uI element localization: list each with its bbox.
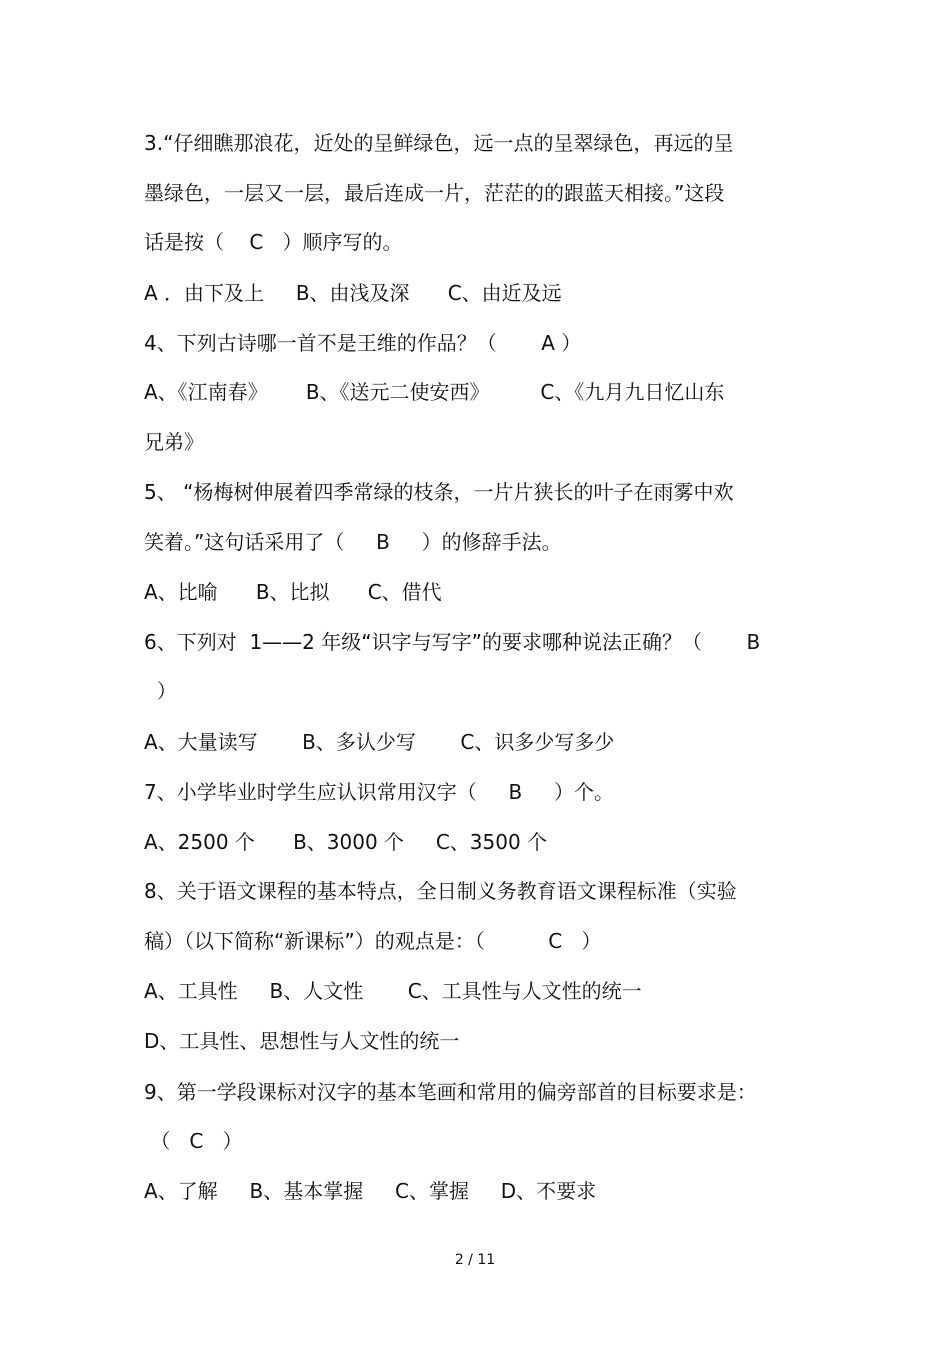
question-3-options: A ．由下及上 B、由浅及深 C、由近及远 [144, 281, 562, 305]
page-number: 2 / 11 [454, 1252, 496, 1268]
question-3-stem-line-3: 话是按（ C ）顺序写的。 [144, 230, 403, 254]
question-5-options: A、比喻 B、比拟 C、借代 [144, 580, 442, 604]
question-9-stem-line-1: 9、第一学段课标对汉字的基本笔画和常用的偏旁部首的目标要求是： [144, 1080, 757, 1104]
question-7-options: A、2500 个 B、3000 个 C、3500 个 [144, 830, 548, 854]
question-6-options: A、大量读写 B、多认少写 C、识多少写多少 [144, 730, 615, 754]
question-8-options-line-2: D、工具性、思想性与人文性的统一 [144, 1029, 460, 1053]
question-3-stem-line-2: 墨绿色，一层又一层，最后连成一片，茫茫的的跟蓝天相接。”这段 [144, 181, 725, 205]
question-6-stem-line-1: 6、下列对 1——2 年级“识字与写字”的要求哪种说法正确？（ B [144, 630, 761, 654]
question-9-stem-line-2: （ C ） [144, 1129, 243, 1153]
question-5-stem-line-2: 笑着。”这句话采用了（ B ）的修辞手法。 [144, 530, 562, 554]
question-6-stem-line-2: ） [144, 679, 177, 703]
question-4-options-line-2: 兄弟》 [144, 430, 204, 454]
question-5-stem-line-1: 5、 “杨梅树伸展着四季常绿的枝条，一片片狭长的叶子在雨雾中欢 [144, 480, 734, 504]
question-9-options: A、了解 B、基本掌握 C、掌握 D、不要求 [144, 1179, 597, 1203]
question-7-stem: 7、小学毕业时学生应认识常用汉字（ B ）个。 [144, 780, 615, 804]
question-8-stem-line-2: 稿）（以下简称“新课标”）的观点是：（ C ） [144, 929, 602, 953]
question-3-stem-line-1: 3.“仔细瞧那浪花，近处的呈鲜绿色，远一点的呈翠绿色，再远的呈 [144, 131, 734, 155]
question-4-options-line-1: A、《江南春》 B、《送元二使安西》 C、《九月九日忆山东 [144, 380, 725, 404]
question-8-stem-line-1: 8、关于语文课程的基本特点，全日制义务教育语文课程标准（实验 [144, 879, 737, 903]
question-8-options-line-1: A、工具性 B、人文性 C、工具性与人文性的统一 [144, 979, 642, 1003]
question-4-stem: 4、下列古诗哪一首不是王维的作品？（ A ） [144, 331, 582, 355]
